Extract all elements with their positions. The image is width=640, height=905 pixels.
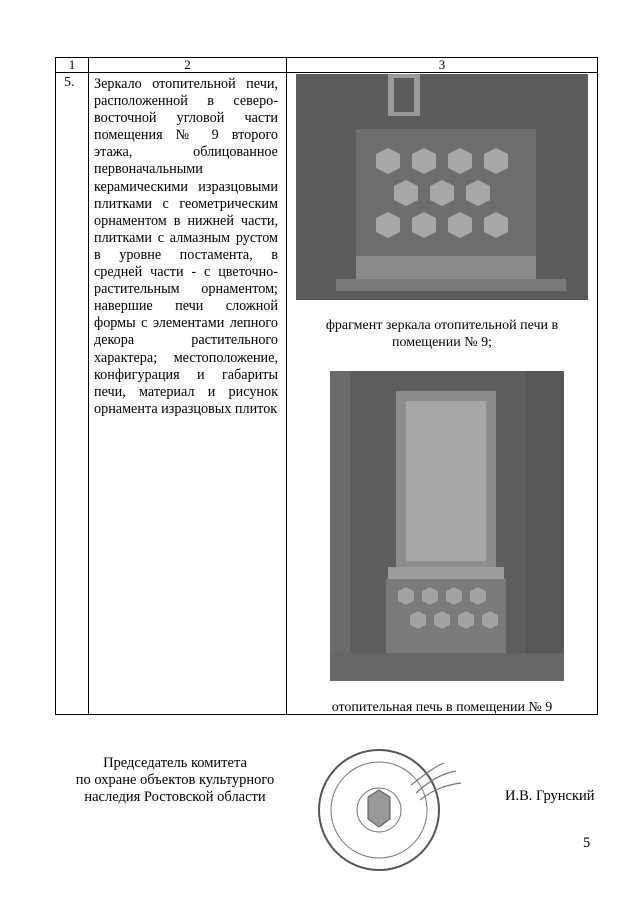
- row-number: 5.: [56, 73, 89, 715]
- photo2-caption: отопительная печь в помещении № 9: [331, 700, 553, 715]
- signer-name: И.В. Грунский: [505, 788, 595, 804]
- stove-fragment-photo: [296, 74, 588, 300]
- signatory-title: [55, 755, 295, 806]
- page-number: 5: [583, 835, 591, 851]
- row-description: Зеркало отопительной печи, расположенной в северо-восточной угловой части помещения № 9 второго этажа, облицованное первоначальными керамическими изразцовыми плитками с геометрическим орнаментом в нижней части, плитками с алмазным рустом в уровне постамента, в средней части - с цветочно-растительным орнаментом; навершие печи сложной формы с элементами лепного декора растительного характера; местоположение, конфигурация и габариты печи, материал и рисунок орнамента изразцовых плиток: [89, 73, 287, 715]
- signatory-title-line1: Председатель комитета: [103, 755, 247, 771]
- header-col-3: 3: [287, 58, 598, 73]
- table-row: [56, 73, 598, 715]
- signatory-title-line3: наследия Ростовской области: [84, 789, 266, 805]
- photo-cell: [287, 73, 598, 715]
- signatory-title-line2: по охране объектов культурного: [75, 772, 275, 788]
- official-seal-stamp: [316, 745, 466, 880]
- table-header-row: [56, 58, 598, 73]
- header-col-2: 2: [89, 58, 287, 73]
- header-col-1: 1: [56, 58, 89, 73]
- photo1-caption-line2: помещении № 9;: [391, 335, 493, 350]
- heritage-table: [55, 57, 598, 715]
- stove-full-photo: [330, 371, 564, 681]
- photo1-caption-line1: фрагмент зеркала отопительной печи в: [325, 318, 559, 333]
